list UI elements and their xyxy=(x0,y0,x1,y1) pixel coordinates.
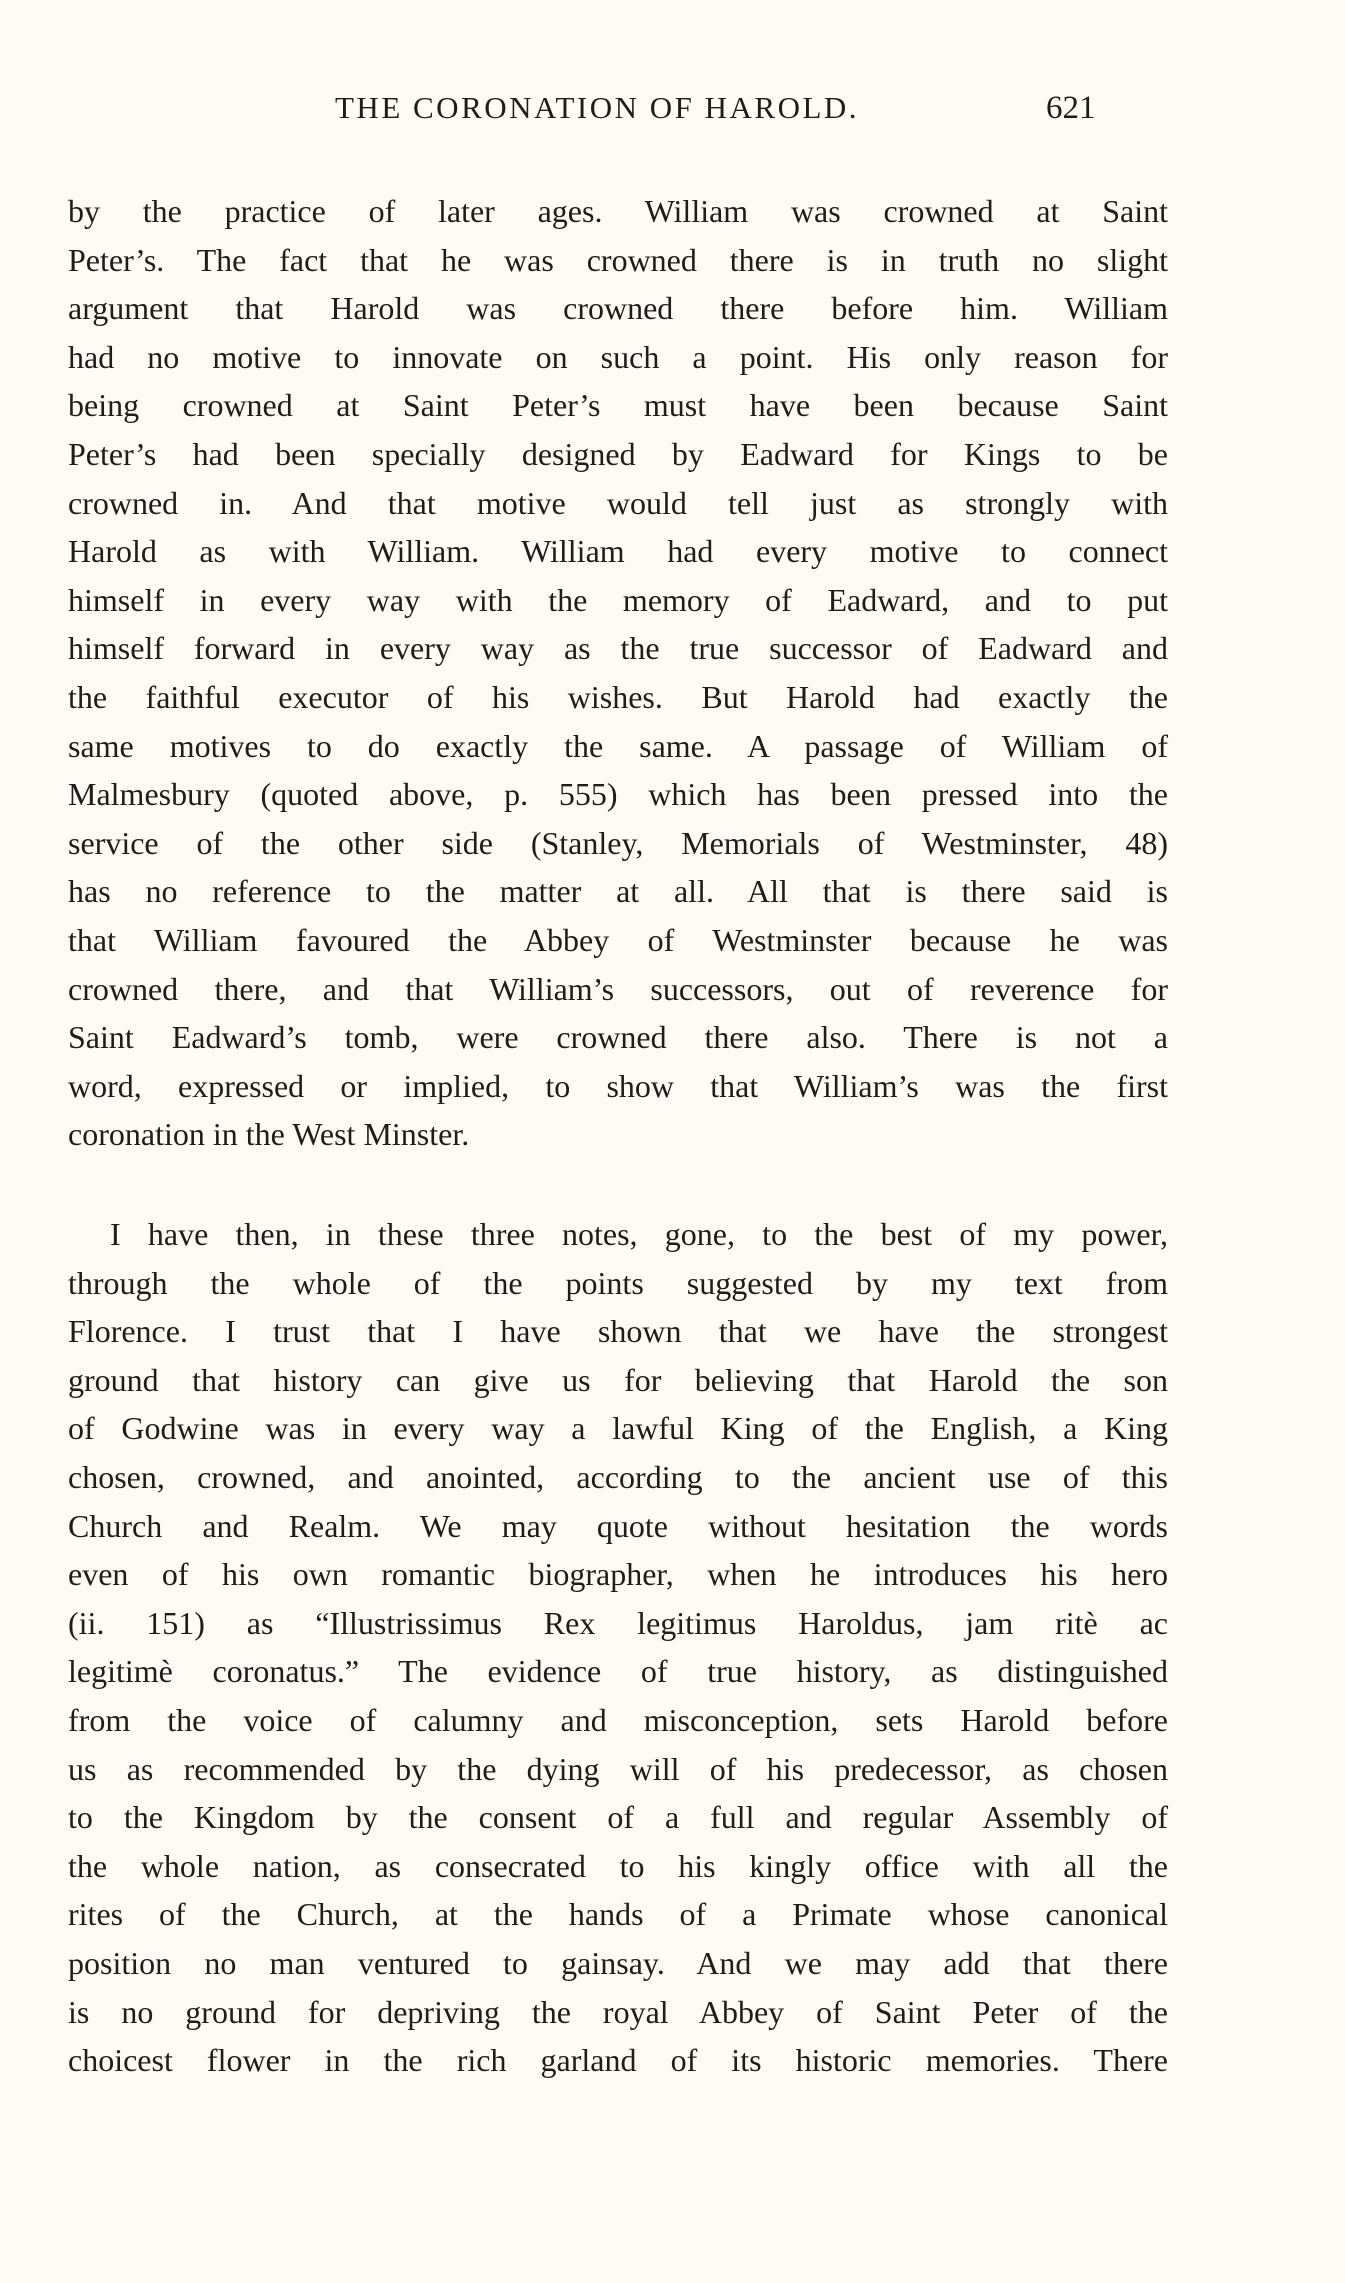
text-line: through the whole of the points suggested by my text from xyxy=(68,1264,1168,1301)
text-line: Harold as with William. William had every motive to connect xyxy=(68,533,1168,570)
text-line: even of his own romantic biographer, when he introduces his hero xyxy=(68,1556,1168,1593)
text-line: coronation in the West Minster. xyxy=(68,1116,470,1153)
text-line: word, expressed or implied, to show that William’s was the first xyxy=(68,1067,1168,1104)
text-line: I have then, in these three notes, gone, to the best of my power, xyxy=(110,1216,1168,1252)
text-line: position no man ventured to gainsay. And we may add that there xyxy=(68,1944,1168,1981)
text-line: argument that Harold was crowned there before him. William xyxy=(68,290,1168,327)
running-title: THE CORONATION OF HAROLD. xyxy=(335,90,860,125)
running-head xyxy=(68,90,1168,140)
text-line: himself forward in every way as the true successor of Eadward and xyxy=(68,630,1168,667)
text-line: (ii. 151) as “Illustrissimus Rex legitimus Haroldus, jam ritè ac xyxy=(68,1604,1168,1641)
text-line: himself in every way with the memory of Eadward, and to put xyxy=(68,581,1168,618)
text-line: service of the other side (Stanley, Memorials of Westminster, 48) xyxy=(68,824,1168,861)
text-line: us as recommended by the dying will of his predecessor, as chosen xyxy=(68,1750,1168,1787)
text-line: legitimè coronatus.” The evidence of true history, as distinguished xyxy=(68,1653,1168,1690)
text-line: by the practice of later ages. William was crowned at Saint xyxy=(68,193,1168,229)
text-line: from the voice of calumny and misconception, sets Harold before xyxy=(68,1701,1168,1738)
paragraph-1 xyxy=(68,187,1168,1159)
text-line: of Godwine was in every way a lawful King of the English, a King xyxy=(68,1410,1168,1447)
text-line: choicest flower in the rich garland of its historic memories. There xyxy=(68,2042,1168,2079)
text-line: is no ground for depriving the royal Abbey of Saint Peter of the xyxy=(68,1993,1168,2030)
page-number: 621 xyxy=(1046,90,1096,126)
text-line: crowned in. And that motive would tell just as strongly with xyxy=(68,484,1168,521)
text-line: rites of the Church, at the hands of a Primate whose canonical xyxy=(68,1896,1168,1933)
paragraph-2 xyxy=(68,1210,1168,2085)
text-line: the whole nation, as consecrated to his kingly office with all the xyxy=(68,1847,1168,1884)
text-line: had no motive to innovate on such a point. His only reason for xyxy=(68,338,1168,375)
text-line: chosen, crowned, and anointed, according to the ancient use of this xyxy=(68,1458,1168,1495)
text-line: Church and Realm. We may quote without hesitation the words xyxy=(68,1507,1168,1544)
text-line: that William favoured the Abbey of Westminster because he was xyxy=(68,921,1168,958)
text-line: Malmesbury (quoted above, p. 555) which has been pressed into the xyxy=(68,776,1168,813)
text-line: ground that history can give us for believing that Harold the son xyxy=(68,1361,1168,1398)
text-line: Peter’s had been specially designed by Eadward for Kings to be xyxy=(68,435,1168,472)
text-line: the faithful executor of his wishes. But Harold had exactly the xyxy=(68,678,1168,715)
text-line: crowned there, and that William’s successors, out of reverence for xyxy=(68,970,1168,1007)
text-line: Saint Eadward’s tomb, were crowned there also. There is not a xyxy=(68,1019,1168,1056)
text-line: Peter’s. The fact that he was crowned there is in truth no slight xyxy=(68,241,1168,278)
text-line: to the Kingdom by the consent of a full and regular Assembly of xyxy=(68,1799,1168,1836)
text-line: has no reference to the matter at all. All that is there said is xyxy=(68,873,1168,910)
text-line: Florence. I trust that I have shown that we have the strongest xyxy=(68,1313,1168,1350)
text-line: being crowned at Saint Peter’s must have been because Saint xyxy=(68,387,1168,424)
text-line: same motives to do exactly the same. A passage of William of xyxy=(68,727,1168,764)
